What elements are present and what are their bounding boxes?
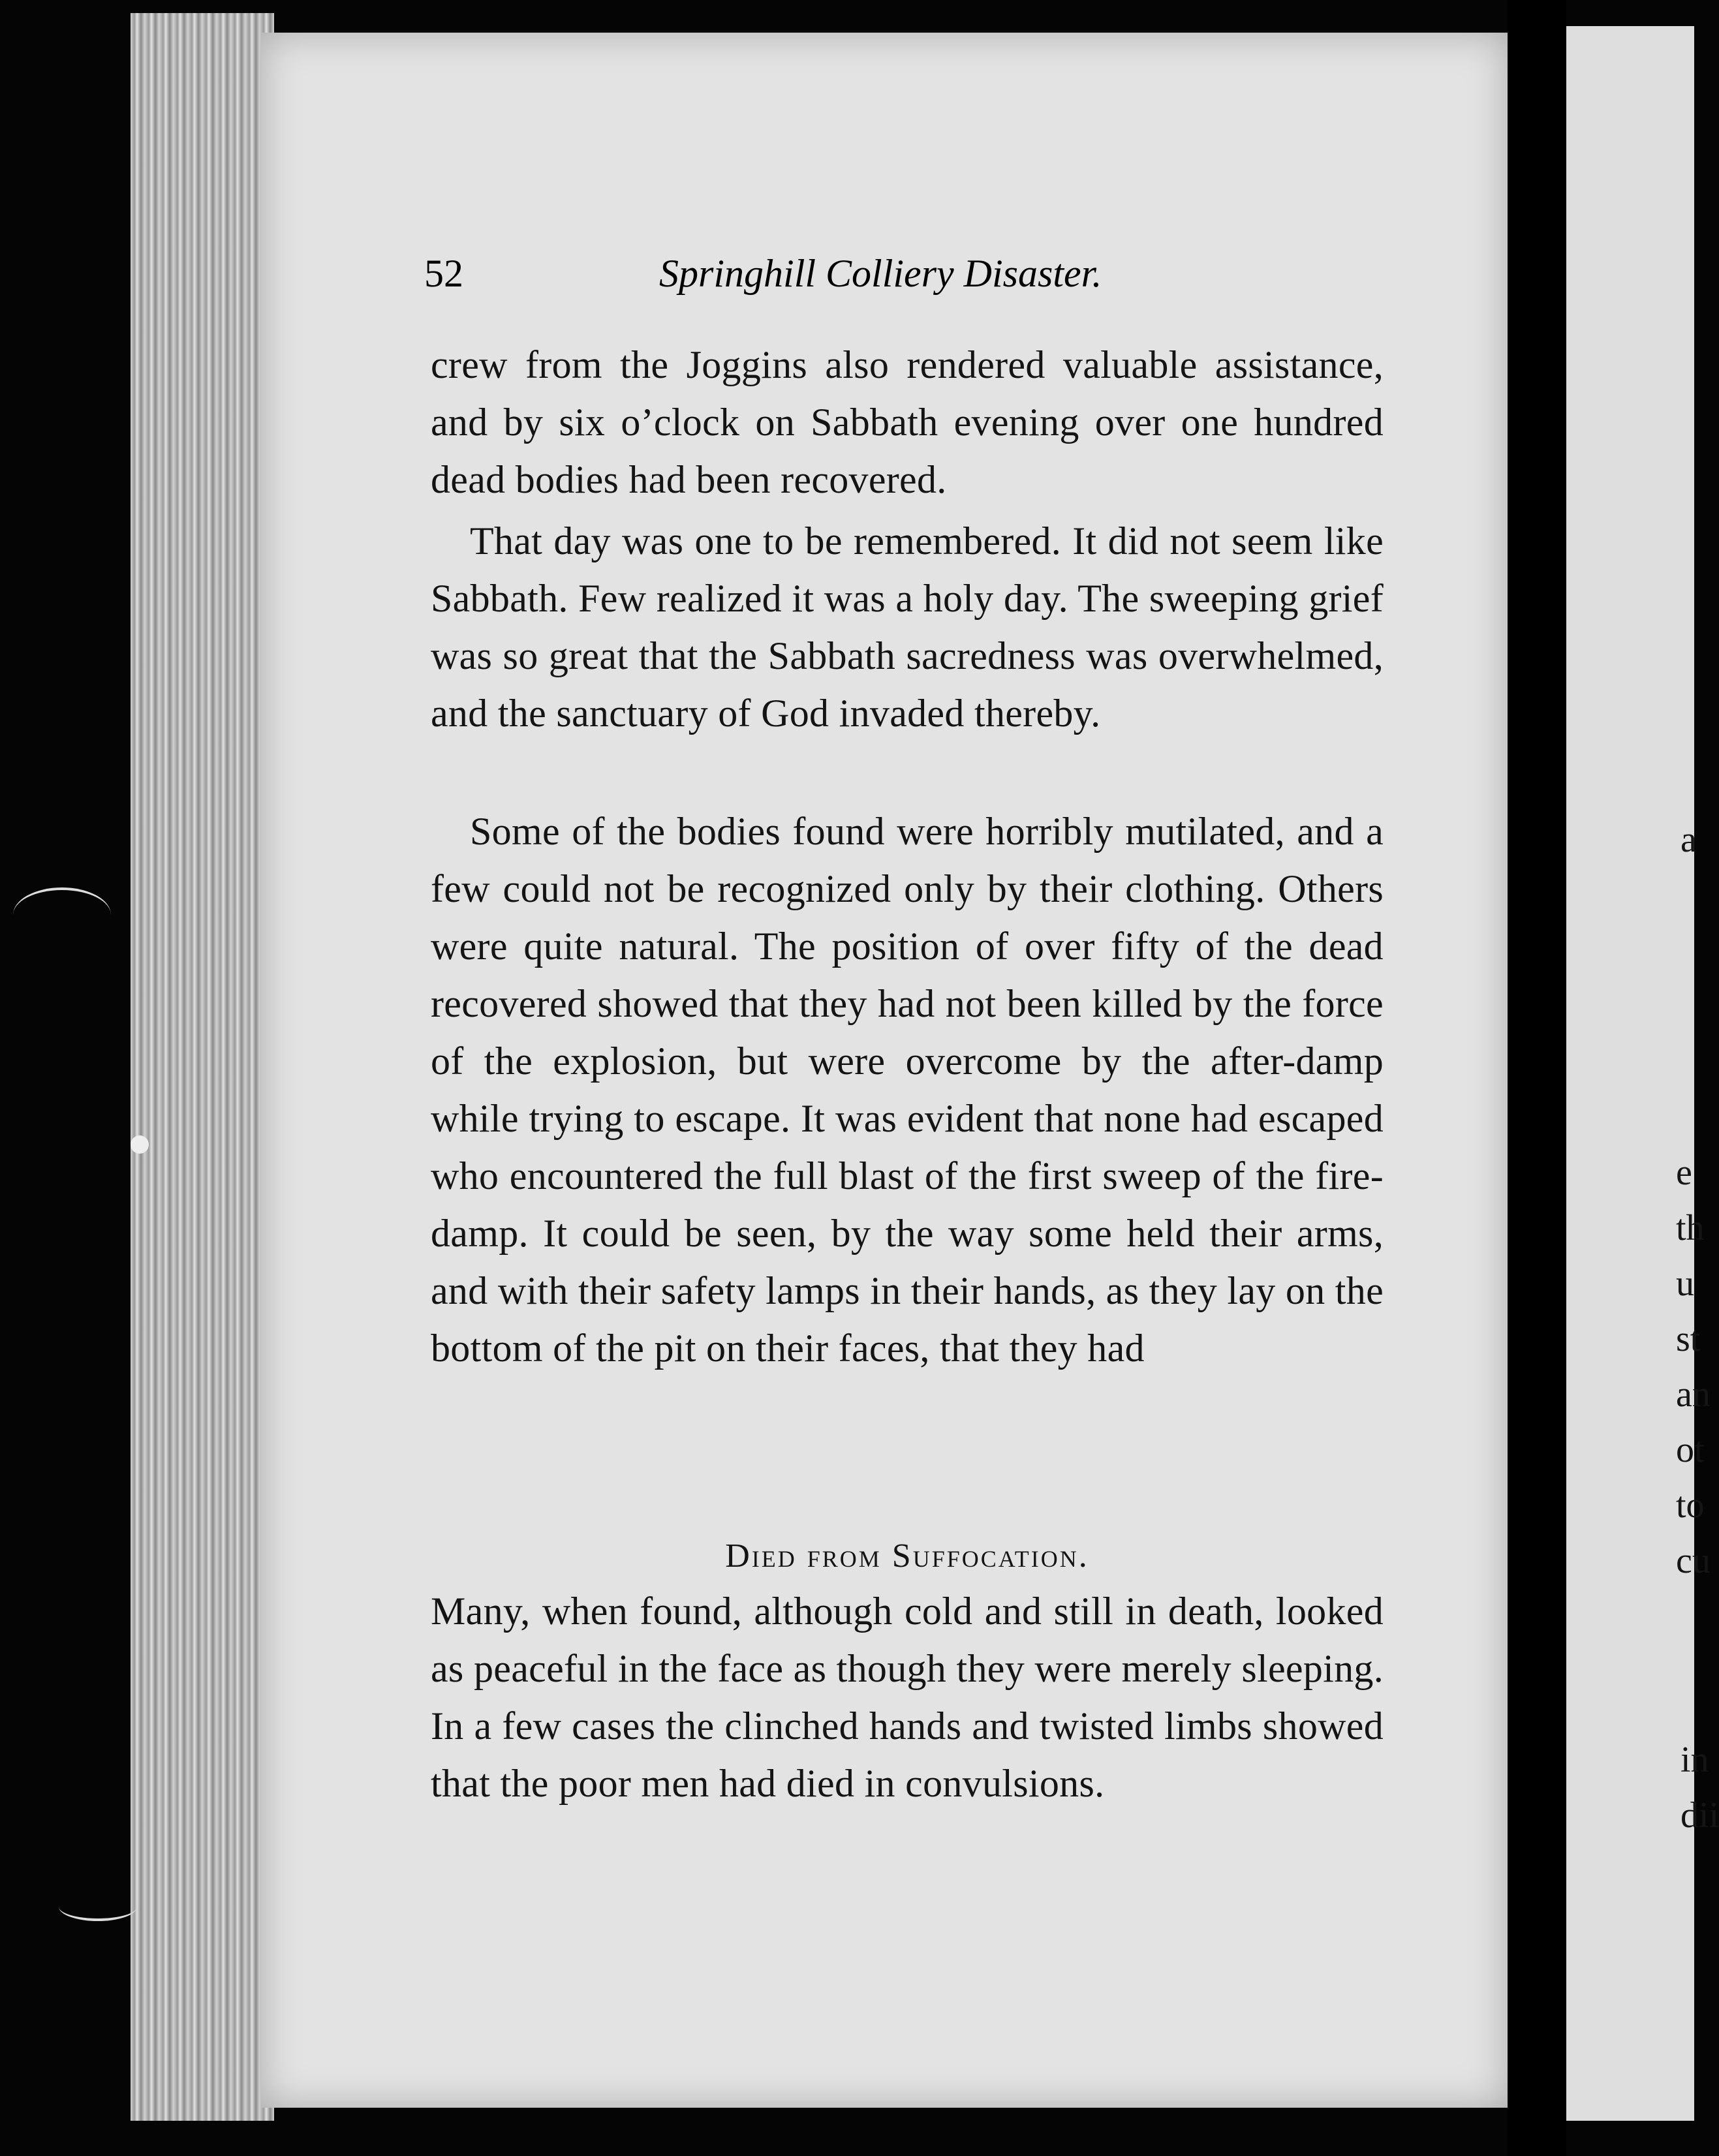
paragraph: crew from the Joggins also rendered valuable assistance, and by six o’clock on Sabbath evening over one hundred dead bodies had been recovered.	[431, 343, 1384, 501]
facing-fragment: to	[1676, 1485, 1705, 1526]
scan-artifact	[13, 887, 111, 942]
facing-fragment: cu	[1676, 1541, 1711, 1581]
facing-fragment: in	[1680, 1740, 1709, 1780]
page-edges	[131, 13, 274, 2121]
page-header	[424, 251, 1175, 303]
facing-fragment: an	[1676, 1374, 1711, 1415]
scan-artifact	[131, 1135, 149, 1154]
facing-page-edge	[1566, 26, 1719, 2121]
book-gutter	[1508, 0, 1566, 2156]
page-number: 52	[424, 252, 463, 295]
paragraph: Some of the bodies found were horribly mutilated, and a few could not be recognized only by their clothing. Others were quite natural. The position of over fifty of the dead recovered showed that they had not been killed by the force of the explosion, but were overcome by the after-damp while trying to escape. It was evident that none had escaped who encountered the full blast of the first sweep of the fire-damp. It could be seen, by the way some held their arms, and with their safety lamps in their hands, as they lay on the bottom of the pit on their faces, that they had	[431, 810, 1384, 1370]
facing-fragment: th	[1676, 1208, 1705, 1248]
facing-fragment: e	[1676, 1152, 1692, 1193]
paragraph: That day was one to be remembered. It did not seem like Sabbath. Few realized it was a holy day. The sweeping grief was so great that the Sabbath sacredness was overwhelmed, and the sanctuary of God invaded thereby.	[431, 519, 1384, 735]
facing-fragment: a	[1680, 820, 1697, 860]
facing-fragment: st	[1676, 1319, 1701, 1359]
running-title: Springhill Colliery Disaster.	[659, 252, 1102, 295]
facing-fragment: dii	[1680, 1795, 1719, 1836]
section-heading: Died from Suffocation.	[725, 1537, 1089, 1575]
facing-fragment: ot	[1676, 1430, 1705, 1470]
scan-artifact	[59, 1892, 137, 1921]
facing-fragment: u	[1676, 1263, 1694, 1304]
closing-paragraph: Many, when found, although cold and still in death, looked as peaceful in the face as though they were merely sleeping. In a few cases the clinched hands and twisted limbs showed that the poor men had died in convulsions.	[431, 1590, 1384, 1805]
